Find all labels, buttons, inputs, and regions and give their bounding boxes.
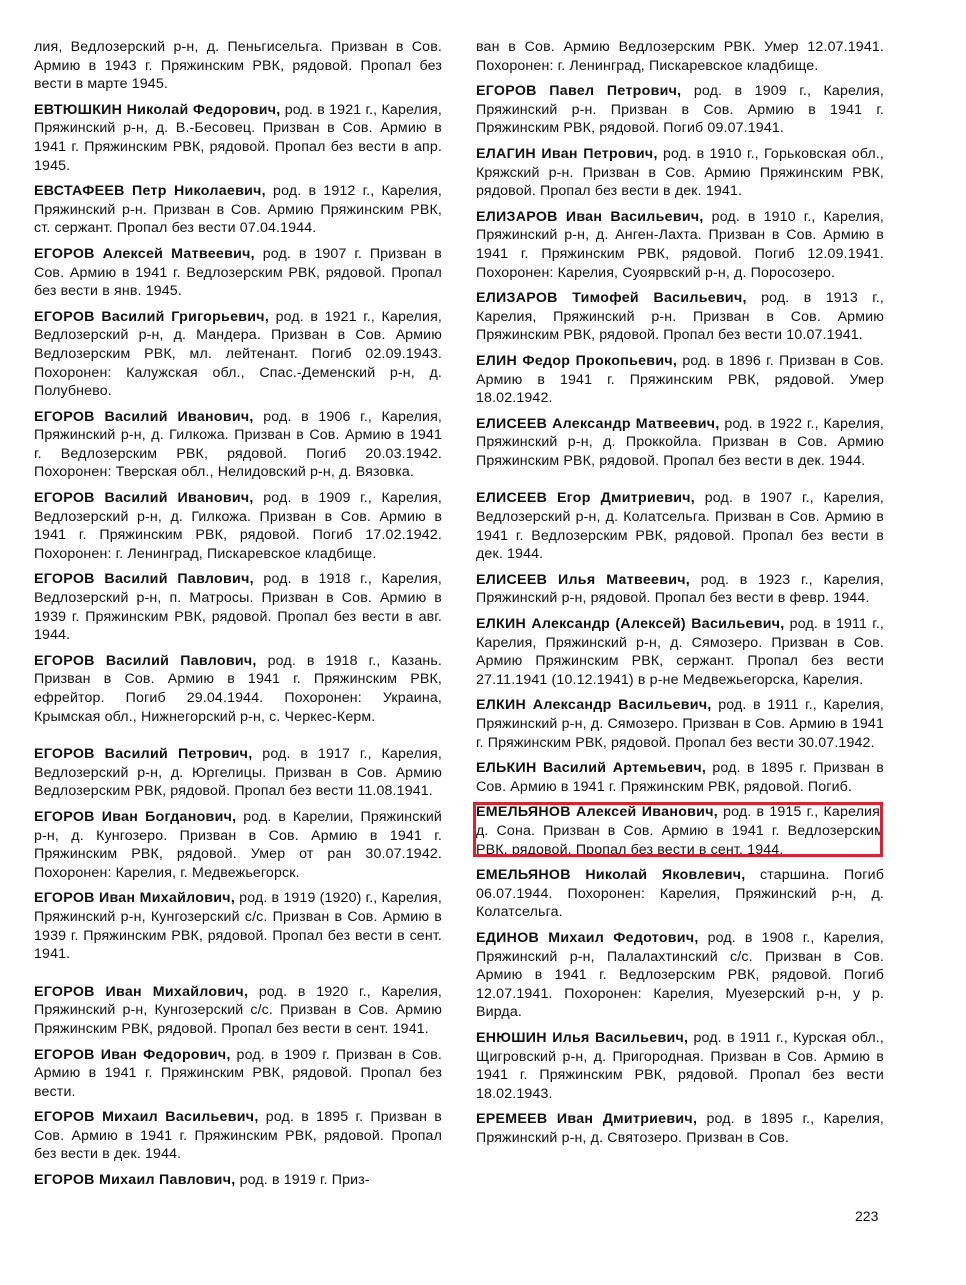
right-column — [476, 38, 884, 1154]
page-number: 223 — [855, 1208, 879, 1224]
entry-name: ЕГОРОВ Василий Иванович, — [34, 490, 254, 507]
entry-name: ЕЛИЗАРОВ Тимофей Васильевич, — [476, 290, 747, 307]
entry-text: род. в 1919 (1920) г., Карелия, Пряжинский р-н, Кунгозерский с/с. Призван в Сов. Армию в 1939 г. Пряжинским РВК, рядовой. Пропал без вести в сент. 1941. — [34, 890, 442, 963]
entry-text: род. в 1909 г. Призван в Сов. Армию в 1941 г. Пряжинским РВК, рядовой. Пропал без вести. — [34, 1046, 442, 1100]
entry-name: ЕРЕМЕЕВ Иван Дмитриевич, — [476, 1111, 698, 1128]
entry-text: род. в 1910 г., Карелия, Пряжинский р-н, д. Анген-Лахта. Призван в Сов. Армию в 1941 г. Пряжинским РВК, рядовой. Погиб 12.09.1941. Похоронен: Карелия, Суоярвский р-н, д. Поросозеро. — [476, 208, 884, 281]
entry — [34, 1046, 442, 1102]
entry-text: род. в 1922 г., Карелия, Пряжинский р-н, д. Проккойла. Призван в Сов. Армию Пряжинским РВК, рядовой. Пропал без вести в дек. 1944. — [476, 415, 884, 469]
entry-name: ЕГОРОВ Василий Григорьевич, — [34, 308, 270, 325]
entry-spacer — [34, 971, 442, 983]
entry-text: род. в 1917 г., Карелия, Ведлозерский р-н, д. Юргелицы. Призван в Сов. Армию Ведлозерским РВК, рядовой. Пропал без вести 11.08.1941. — [34, 746, 442, 800]
entry-text: род. в 1911 г., Курская обл., Щигровский р-н, д. Пригородная. Призван в Сов. Армию в 1941 г. Пряжинским РВК, рядовой. Пропал без вести 18.02.1943. — [476, 1029, 884, 1102]
entry-text: род. в 1910 г., Горьковская обл., Кряжский р-н. Призван в Сов. Армию Пряжинским РВК, рядовой. Пропал без вести в дек. 1941. — [476, 145, 884, 200]
entry-name: ЕЛИН Федор Прокопьевич, — [476, 352, 678, 369]
entry-text: род. в 1896 г. Призван в Сов. Армию в 1941 г. Пряжинским РВК, рядовой. Умер 18.02.1942. — [476, 352, 884, 407]
entry-name: ЕМЕЛЬЯНОВ Николай Яковлевич, — [476, 867, 746, 884]
entry-name: ЕГОРОВ Иван Михайлович, — [34, 890, 236, 907]
entry — [34, 570, 442, 644]
entry-text: ван в Сов. Армию Ведлозерским РВК. Умер 12.07.1941. Похоронен: г. Ленинград, Пискаревское кладбище. — [476, 39, 884, 74]
entry-text: род. в Карелии, Пряжинский р-н, д. Кунгозеро. Призван в Сов. Армию в 1941 г. Пряжинским РВК, рядовой. Умер от ран 30.07.1942. Похоронен: Карелия, г. Медвежьегорск. — [34, 808, 443, 881]
entry-name: ЕНЮШИН Илья Васильевич, — [476, 1029, 689, 1046]
entry-text: род. в 1921 г., Карелия, Ведлозерский р-н, д. Мандера. Призван в Сов. Армию Ведлозерским РВК, мл. лейтенант. Погиб 02.09.1943. Похоронен: Калужская обл., Спас.-Деменский р-н, д. Полубнево. — [34, 308, 442, 400]
entry-text: род. в 1920 г., Карелия, Пряжинский р-н, Кунгозерский с/с. Призван в Сов. Армию Пряжинским РВК, рядовой. Пропал без вести в сент. 1941. — [34, 983, 442, 1037]
entry-text: род. в 1912 г., Карелия, Пряжинский р-н. Призван в Сов. Армию Пряжинским РВК, ст. сержант. Пропал без вести 07.04.1944. — [34, 183, 442, 237]
entry-name: ЕГОРОВ Василий Петрович, — [34, 746, 253, 763]
entry — [34, 182, 442, 238]
entry-name: ЕГОРОВ Михаил Павлович, — [34, 1172, 236, 1189]
entry-text: род. в 1911 г., Карелия, Пряжинский р-н, д. Сямозеро. Призван в Сов. Армию Пряжинским РВК, сержант. Пропал без вести 27.11.1941 (10.12.1941) в р-не Медвежьегорска, Карелия. — [476, 616, 884, 688]
entry-text: лия, Ведлозерский р-н, д. Пеньгисельга. Призван в Сов. Армию в 1943 г. Пряжинским РВК, рядовой. Пропал без вести в марте 1945. — [34, 39, 442, 93]
entry — [476, 866, 884, 922]
entry-spacer — [476, 477, 884, 489]
entry-text: род. в 1895 г., Карелия, Пряжинский р-н, д. Святозеро. Призван в Сов. — [476, 1111, 884, 1146]
entry-text: род. в 1915 г., Карелия, д. Сона. Призван в Сов. Армию в 1941 г. Ведлозерским РВК, рядовой. Пропал без вести в сент. 1944. — [476, 804, 884, 858]
entry-text: род. в 1907 г. Призван в Сов. Армию в 1941 г. Ведлозерским РВК, рядовой. Пропал без вести в янв. 1945. — [34, 245, 442, 300]
entry — [476, 145, 884, 201]
entry-name: ЕЛАГИН Иван Петрович, — [476, 145, 658, 162]
entry-name: ЕЛИСЕЕВ Илья Матвеевич, — [476, 571, 691, 588]
entry — [34, 808, 442, 882]
entry — [476, 929, 884, 1022]
highlighted-entry — [476, 759, 884, 796]
entry-name: ЕЛЬКИН Василий Артемьевич, — [476, 760, 707, 777]
entry — [476, 571, 884, 608]
entry-name: ЕГОРОВ Павел Петрович, — [476, 83, 682, 100]
entry — [476, 615, 884, 689]
entry — [476, 352, 884, 408]
entry — [34, 38, 442, 94]
entry — [34, 308, 442, 401]
entry-name: ЕГОРОВ Иван Богданович, — [34, 808, 237, 825]
entry — [34, 889, 442, 963]
entry-text: род. в 1909 г., Карелия, Пряжинский р-н. Призван в Сов. Армию в 1941 г. Пряжинским РВК, рядовой. Погиб 09.07.1941. — [476, 83, 884, 137]
entry — [34, 245, 442, 301]
entry-text: род. в 1909 г., Карелия, Ведлозерский р-н, д. Гилкожа. Призван в Сов. Армию в 1941 г. Пряжинским РВК, рядовой. Погиб 17.02.1942. Похоронен: г. Ленинград, Пискаревское кладбище. — [34, 490, 442, 562]
entry-name: ЕЛИЗАРОВ Иван Васильевич, — [476, 208, 704, 225]
entry-text: род. в 1919 г. Приз- — [235, 1172, 370, 1189]
entry-name: ЕЛКИН Александр (Алексей) Васильевич, — [476, 616, 785, 633]
entry-name: ЕГОРОВ Иван Федорович, — [34, 1046, 231, 1063]
entry-name: ЕГОРОВ Михаил Васильевич, — [34, 1109, 259, 1126]
entry — [476, 208, 884, 282]
entry — [34, 1171, 442, 1190]
entry-text: род. в 1923 г., Карелия, Пряжинский р-н, рядовой. Пропал без вести в февр. 1944. — [476, 571, 884, 607]
entry-name: ЕВСТАФЕЕВ Петр Николаевич, — [34, 183, 266, 200]
entry-name: ЕГОРОВ Василий Павлович, — [34, 571, 254, 588]
entry-text: род. в 1907 г., Карелия, Ведлозерский р-н, д. Колатсельга. Призван в Сов. Армию в 1941 г. Ведлозерским РВК, рядовой. Пропал без вести в дек. 1944. — [476, 490, 884, 563]
entry-text: род. в 1913 г., Карелия, Пряжинский р-н. Призван в Сов. Армию Пряжинским РВК, рядовой. Пропал без вести 10.07.1941. — [476, 290, 884, 344]
entry-spacer — [34, 733, 442, 745]
entry-name: ЕЛИСЕЕВ Александр Матвеевич, — [476, 415, 720, 432]
entry — [34, 983, 442, 1039]
entry — [34, 489, 442, 563]
entry-name: ЕМЕЛЬЯНОВ Алексей Иванович, — [476, 804, 718, 821]
entry-text: род. в 1921 г., Карелия, Пряжинский р-н, д. В.-Бесовец. Призван в Сов. Армию в 1941 г. Пряжинским РВК, рядовой. Пропал без вести в апр. 1945. — [34, 101, 442, 174]
entry-text: род. в 1895 г. Призван в Сов. Армию в 1941 г. Пряжинским РВК, рядовой. Пропал без вести в дек. 1944. — [34, 1109, 442, 1163]
entry-name: ЕЛКИН Александр Васильевич, — [476, 697, 712, 714]
entry-text: старшина. Погиб 06.07.1944. Похоронен: Карелия, Пряжинский р-н, д. Колатсельга. — [476, 867, 884, 921]
entry — [476, 82, 884, 138]
entry — [476, 38, 884, 75]
entry-text: род. в 1906 г., Карелия, Пряжинский р-н, д. Гилкожа. Призван в Сов. Армию в 1941 г. Ведлозерским РВК, рядовой. Погиб 20.03.1942. Похоронен: Тверская обл., Нелидовский р-н, д. Вязовка. — [34, 408, 442, 481]
entry-name: ЕГОРОВ Василий Иванович, — [34, 408, 254, 425]
entry-name: ЕГОРОВ Алексей Матвеевич, — [34, 245, 255, 262]
entry — [34, 652, 442, 726]
left-column — [34, 38, 442, 1197]
entry-name: ЕГОРОВ Иван Михайлович, — [34, 983, 249, 1000]
entry — [476, 1110, 884, 1147]
entry — [34, 745, 442, 801]
entry-name: ЕГОРОВ Василий Павлович, — [34, 652, 257, 669]
entry-text: род. в 1908 г., Карелия, Пряжинский р-н, Палалахтинский с/с. Призван в Сов. Армию в 1941 г. Ведлозерским РВК, рядовой. Погиб 12.07.1941. Похоронен: Карелия, Муезерский р-н, у р. Вирда. — [476, 929, 884, 1021]
entry — [34, 408, 442, 482]
entry — [476, 1029, 884, 1103]
entry — [476, 803, 884, 859]
entry-name: ЕВТЮШКИН Николай Федорович, — [34, 101, 281, 118]
entry — [34, 101, 442, 175]
entry — [476, 489, 884, 563]
entry-text: род. в 1895 г. Призван в Сов. Армию в 1941 г. Пряжинским РВК, рядовой. Погиб. — [476, 760, 884, 795]
entry-name: ЕДИНОВ Михаил Федотович, — [476, 929, 699, 946]
entry-name: ЕЛИСЕЕВ Егор Дмитриевич, — [476, 490, 696, 507]
entry — [476, 696, 884, 752]
entry-text: род. в 1918 г., Карелия, Ведлозерский р-н, п. Матросы. Призван в Сов. Армию в 1939 г. Пряжинским РВК, рядовой. Пропал без вести в авг. 1944. — [34, 571, 442, 644]
entry — [476, 415, 884, 471]
entry — [476, 289, 884, 345]
entry — [34, 1108, 442, 1164]
entry-text: род. в 1918 г., Казань. Призван в Сов. Армию в 1941 г. Пряжинским РВК, ефрейтор. Погиб 29.04.1944. Похоронен: Украина, Крымская обл., Нижнегорский р-н, с. Черкес-Керм. — [34, 652, 442, 725]
entry-text: род. в 1911 г., Карелия, Пряжинский р-н, д. Сямозеро. Призван в Сов. Армию в 1941 г. Пряжинским РВК, рядовой. Пропал без вести 30.07.1942. — [476, 697, 884, 751]
